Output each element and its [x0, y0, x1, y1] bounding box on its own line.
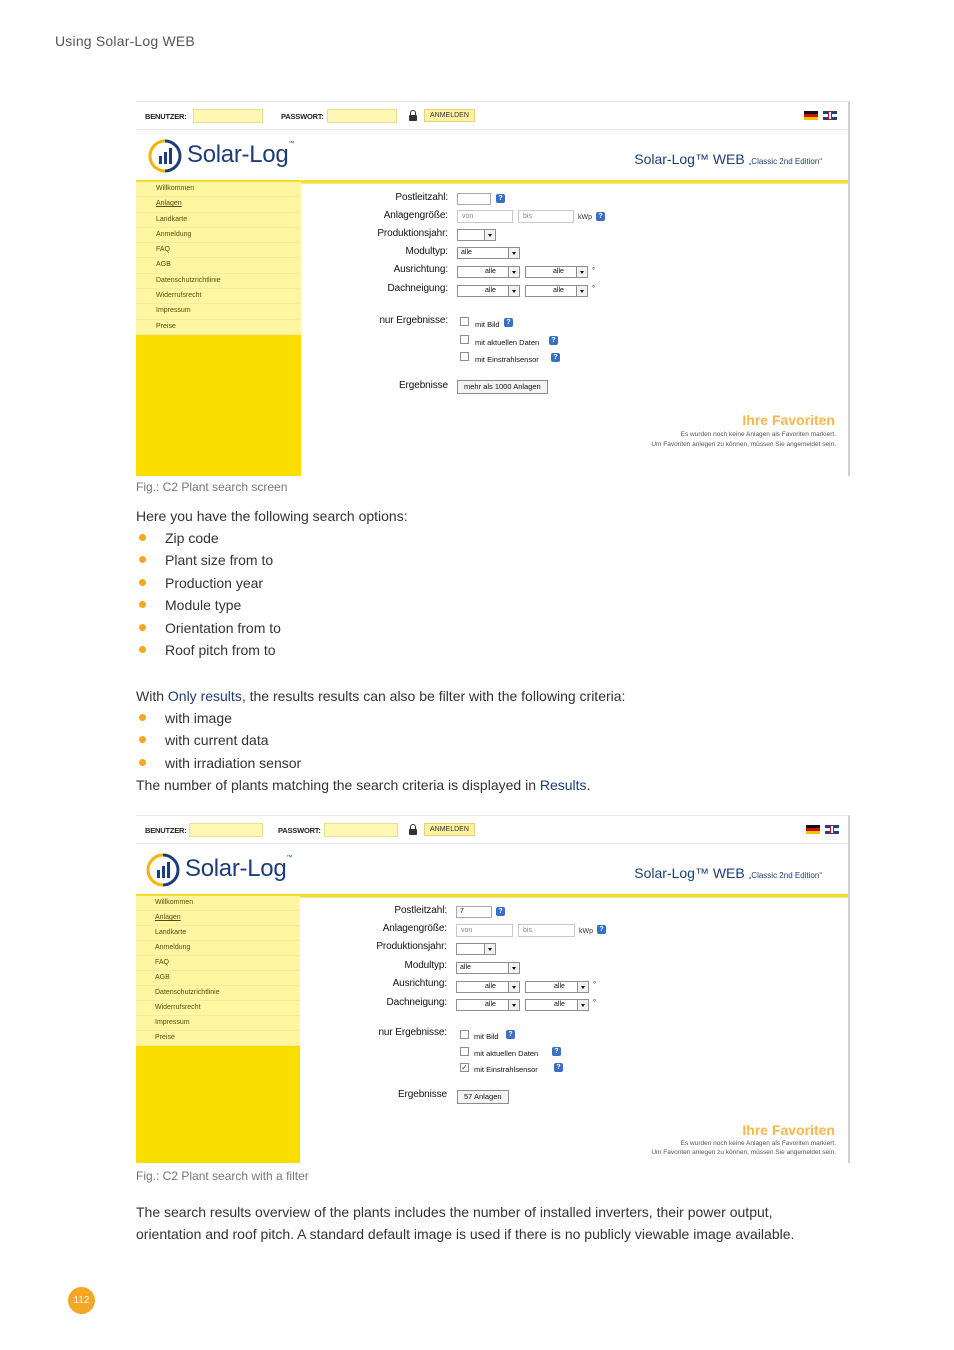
results-row [292, 1089, 792, 1105]
module-select-value: alle [461, 249, 472, 256]
nav-item-preise[interactable]: Preise [136, 320, 301, 335]
nav-item-faq[interactable]: FAQ [136, 243, 301, 258]
filter-text: With Only results, the results results can also be filter with the following criteria: [136, 688, 626, 704]
closing-text-line-1: The search results overview of the plants includes the number of installed inverters, their power output, [136, 1204, 773, 1220]
list-item: Orientation from to [136, 617, 281, 639]
zip-label: Postleitzahl: [395, 192, 448, 203]
orientation-row [293, 264, 793, 280]
nav-item-datenschutz[interactable]: Datenschutzrichtlinie [136, 274, 301, 289]
pitch-label: Dachneigung: [387, 283, 448, 294]
pitch-to-value: alle [554, 1001, 565, 1008]
uk-flag-icon[interactable] [823, 111, 837, 120]
help-icon[interactable]: ? [597, 925, 606, 934]
degree-sign: ° [592, 266, 596, 275]
list-item: with image [136, 707, 301, 729]
chevron-down-icon [508, 248, 519, 258]
login-button[interactable]: ANMELDEN [424, 109, 475, 122]
results-label: Ergebnisse [397, 1089, 447, 1100]
chevron-down-icon [576, 267, 587, 277]
orientation-label: Ausrichtung: [393, 264, 448, 275]
figure-caption: Fig.: C2 Plant search with a filter [136, 1169, 309, 1183]
nav-item-landkarte[interactable]: Landkarte [136, 213, 301, 228]
year-label: Produktionsjahr: [376, 941, 447, 952]
with-current-data-label: mit aktuellen Daten [474, 1049, 539, 1058]
results-button[interactable]: 57 Anlagen [457, 1090, 509, 1104]
user-label: BENUTZER: [145, 112, 187, 121]
favorites-title: Ihre Favoriten [742, 412, 835, 428]
size-row [293, 210, 793, 226]
running-head: Using Solar-Log WEB [55, 33, 195, 49]
login-bar [136, 816, 848, 844]
list-item: Zip code [136, 527, 281, 549]
orientation-from-select[interactable] [456, 981, 520, 993]
pitch-from-select[interactable] [457, 285, 520, 297]
nav-item-faq[interactable]: FAQ [136, 956, 300, 971]
logo-text: Solar-Log™ [187, 141, 295, 168]
orientation-row [292, 978, 792, 994]
results-row [293, 380, 793, 396]
header [136, 131, 848, 181]
module-select[interactable] [457, 247, 520, 259]
only-results-label: nur Ergebnisse: [379, 315, 448, 326]
only-results-row [293, 315, 793, 367]
nav-item-datenschutz[interactable]: Datenschutzrichtlinie [136, 986, 300, 1001]
zip-input[interactable] [457, 193, 491, 205]
year-label: Produktionsjahr: [377, 228, 448, 239]
nav-item-willkommen[interactable]: Willkommen [136, 182, 301, 197]
nav-item-preise[interactable]: Preise [136, 1031, 300, 1046]
pitch-from-value: alle [485, 287, 496, 294]
lock-icon [409, 110, 417, 121]
size-label: Anlagengröße: [382, 923, 447, 934]
solar-log-logo-icon [148, 139, 182, 173]
login-bar [136, 102, 848, 130]
with-image-checkbox[interactable] [460, 1030, 469, 1039]
pitch-from-value: alle [485, 1001, 496, 1008]
help-icon[interactable]: ? [496, 194, 505, 203]
list-item: Roof pitch from to [136, 639, 281, 661]
chevron-down-icon [508, 982, 519, 992]
size-to-input[interactable]: bis [518, 924, 575, 937]
degree-sign: ° [593, 998, 597, 1007]
year-select[interactable] [457, 229, 496, 241]
screenshot-plant-search [136, 101, 850, 476]
orientation-from-value: alle [485, 268, 496, 275]
header [136, 845, 848, 895]
figure-caption: Fig.: C2 Plant search screen [136, 480, 288, 494]
orientation-to-value: alle [554, 983, 565, 990]
chevron-down-icon [577, 982, 588, 992]
nav-item-anmeldung[interactable]: Anmeldung [136, 228, 301, 243]
closing-text-line-2: orientation and roof pitch. A standard default image is used if there is no publicly viewable image available. [136, 1226, 795, 1242]
module-row [292, 960, 792, 976]
page-number: 112 [68, 1287, 95, 1314]
help-icon[interactable]: ? [554, 1063, 563, 1072]
pitch-to-select[interactable] [525, 285, 588, 297]
size-from-input[interactable]: von [456, 924, 513, 937]
size-unit: kWp [578, 214, 592, 221]
chevron-down-icon [508, 286, 519, 296]
password-label: PASSWORT: [278, 826, 321, 835]
password-input[interactable] [327, 109, 397, 123]
sidebar-nav [136, 896, 300, 1163]
nav-item-landkarte[interactable]: Landkarte [136, 926, 300, 941]
nav-item-anlagen[interactable]: Anlagen [136, 911, 300, 926]
pitch-from-select[interactable] [456, 999, 520, 1011]
password-label: PASSWORT: [281, 112, 324, 121]
user-label: BENUTZER: [145, 826, 187, 835]
with-sensor-label: mit Einstrahlsensor [475, 355, 539, 364]
pitch-row [292, 997, 792, 1013]
with-image-checkbox[interactable] [460, 317, 469, 326]
zip-row [292, 905, 792, 921]
sidebar-nav [136, 182, 301, 476]
german-flag-icon[interactable] [804, 111, 818, 120]
size-row [292, 923, 792, 939]
help-icon[interactable]: ? [552, 1047, 561, 1056]
only-results-label: nur Ergebnisse: [378, 1027, 447, 1038]
results-label: Ergebnisse [398, 380, 448, 391]
zip-input[interactable]: 7 [456, 906, 492, 918]
favorites-message: Es wurden noch keine Anlagen als Favoriten markiert. [680, 1140, 836, 1147]
size-to-input[interactable]: bis [518, 210, 574, 223]
year-row [292, 941, 792, 957]
module-row [293, 246, 793, 262]
user-input[interactable] [189, 823, 263, 837]
list-item: with irradiation sensor [136, 752, 301, 774]
degree-sign: ° [593, 980, 597, 989]
size-unit: kWp [579, 928, 593, 935]
orientation-from-select[interactable] [457, 266, 520, 278]
size-from-input[interactable]: von [457, 210, 513, 223]
help-icon[interactable]: ? [504, 318, 513, 327]
solar-log-logo-icon [146, 853, 180, 887]
zip-row [293, 192, 793, 208]
german-flag-icon[interactable] [806, 825, 820, 834]
with-sensor-checkbox[interactable]: ✓ [461, 1063, 468, 1072]
logo-text: Solar-Log™ [185, 855, 293, 882]
list-item: Production year [136, 572, 281, 594]
chevron-down-icon [484, 230, 495, 240]
web-title: Solar-Log™ WEB „Classic 2nd Edition“ [634, 865, 822, 881]
help-icon[interactable]: ? [506, 1030, 515, 1039]
nav-item-impressum[interactable]: Impressum [136, 1016, 300, 1031]
nav-item-agb[interactable]: AGB [136, 258, 301, 273]
uk-flag-icon[interactable] [825, 825, 839, 834]
password-input[interactable] [324, 823, 398, 837]
year-select[interactable] [456, 943, 496, 955]
help-icon[interactable]: ? [596, 212, 605, 221]
zip-label: Postleitzahl: [394, 905, 447, 916]
with-current-data-checkbox[interactable] [460, 335, 469, 344]
size-label: Anlagengröße: [383, 210, 448, 221]
chevron-down-icon [577, 1000, 588, 1010]
with-image-label: mit Bild [475, 320, 500, 329]
with-sensor-checkbox[interactable] [460, 352, 469, 361]
results-text: The number of plants matching the search criteria is displayed in Results. [136, 777, 591, 793]
nav-item-impressum[interactable]: Impressum [136, 304, 301, 319]
orientation-to-select[interactable] [525, 266, 588, 278]
module-label: Modultyp: [404, 960, 447, 971]
nav-item-anmeldung[interactable]: Anmeldung [136, 941, 300, 956]
login-button[interactable]: ANMELDEN [424, 823, 475, 836]
only-results-term: Only results [167, 688, 242, 704]
list-item: with current data [136, 729, 301, 751]
favorites-message: Es wurden noch keine Anlagen als Favoriten markiert. [680, 431, 836, 438]
results-button[interactable]: mehr als 1000 Anlagen [457, 380, 548, 394]
user-input[interactable] [193, 109, 263, 123]
help-icon[interactable]: ? [496, 907, 505, 916]
chevron-down-icon [508, 267, 519, 277]
favorites-hint: Um Favoriten anlegen zu können, müssen Sie angemeldet sein. [651, 441, 836, 448]
nav-item-willkommen[interactable]: Willkommen [136, 896, 300, 911]
intro-text: Here you have the following search options: [136, 508, 408, 524]
pitch-to-select[interactable] [525, 999, 589, 1011]
with-current-data-label: mit aktuellen Daten [475, 338, 540, 347]
pitch-to-value: alle [553, 287, 564, 294]
with-sensor-label: mit Einstrahlsensor [474, 1065, 538, 1074]
screenshot-plant-search-filter [136, 815, 850, 1163]
only-results-row [292, 1027, 792, 1079]
web-title: Solar-Log™ WEB „Classic 2nd Edition“ [634, 151, 822, 167]
nav-item-widerrufsrecht[interactable]: Widerrufsrecht [136, 289, 301, 304]
pitch-row [293, 283, 793, 299]
search-options-list [136, 527, 281, 661]
chevron-down-icon [508, 1000, 519, 1010]
results-term: Results [539, 777, 587, 793]
module-select[interactable] [456, 962, 520, 974]
with-image-label: mit Bild [474, 1032, 499, 1041]
orientation-from-value: alle [485, 983, 496, 990]
with-current-data-checkbox[interactable] [460, 1047, 469, 1056]
chevron-down-icon [484, 944, 495, 954]
chevron-down-icon [576, 286, 587, 296]
year-row [293, 228, 793, 244]
help-icon[interactable]: ? [551, 353, 560, 362]
chevron-down-icon [508, 963, 519, 973]
degree-sign: ° [592, 284, 596, 293]
module-label: Modultyp: [405, 246, 448, 257]
module-select-value: alle [460, 964, 471, 971]
nav-item-agb[interactable]: AGB [136, 971, 300, 986]
filter-options-list [136, 707, 301, 774]
help-icon[interactable]: ? [549, 336, 558, 345]
favorites-hint: Um Favoriten anlegen zu können, müssen Sie angemeldet sein. [651, 1149, 836, 1156]
nav-item-widerrufsrecht[interactable]: Widerrufsrecht [136, 1001, 300, 1016]
orientation-to-select[interactable] [525, 981, 589, 993]
orientation-label: Ausrichtung: [392, 978, 447, 989]
nav-item-anlagen[interactable]: Anlagen [136, 197, 301, 212]
lock-icon [409, 824, 417, 835]
pitch-label: Dachneigung: [386, 997, 447, 1008]
list-item: Plant size from to [136, 549, 281, 571]
list-item: Module type [136, 594, 281, 616]
favorites-title: Ihre Favoriten [742, 1122, 835, 1138]
orientation-to-value: alle [553, 268, 564, 275]
